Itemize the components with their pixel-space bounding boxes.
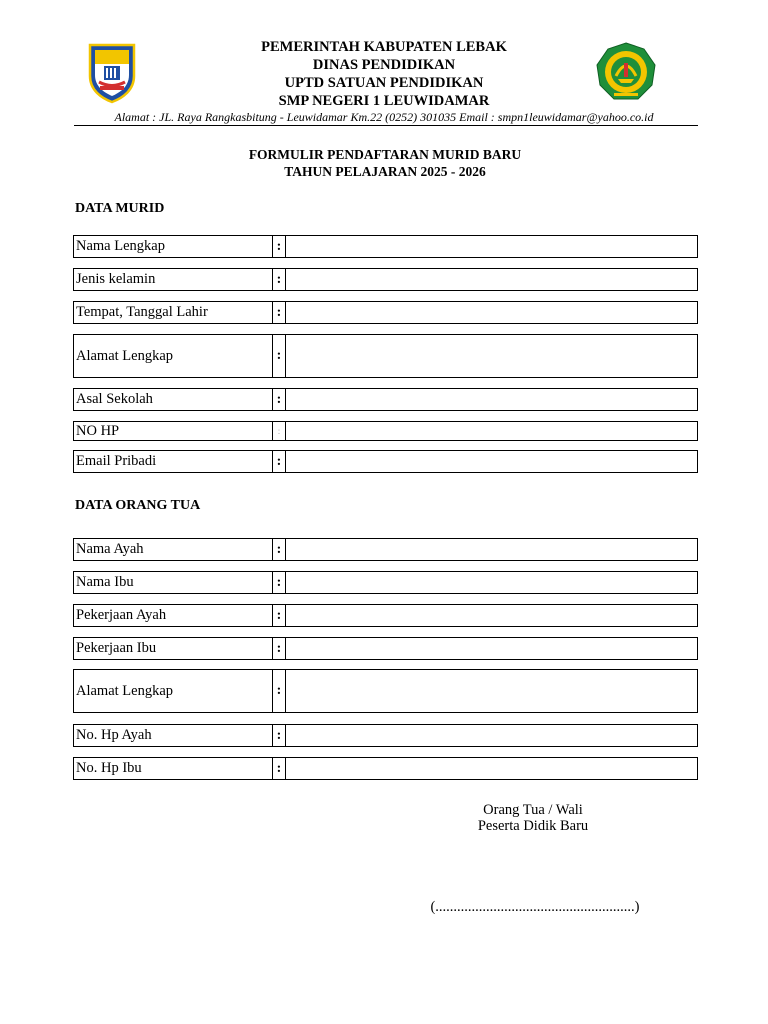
field-colon: :	[273, 605, 286, 626]
field-label: Alamat Lengkap	[74, 335, 273, 377]
field-row-student-address	[73, 334, 698, 378]
field-row-mother-occupation	[73, 637, 698, 660]
header-unit: UPTD SATUAN PENDIDIKAN	[284, 75, 484, 91]
field-value-email[interactable]	[286, 451, 697, 472]
form-title: FORMULIR PENDAFTARAN MURID BARU	[248, 147, 522, 162]
field-label: Pekerjaan Ayah	[74, 605, 273, 626]
field-colon: :	[273, 422, 286, 440]
section-heading-parent: DATA ORANG TUA	[75, 498, 201, 513]
field-colon: :	[273, 269, 286, 290]
field-label: Asal Sekolah	[74, 389, 273, 410]
field-row-parent-address	[73, 669, 698, 713]
field-colon: :	[273, 302, 286, 323]
field-value-student-address[interactable]	[286, 335, 697, 377]
field-label: Jenis kelamin	[74, 269, 273, 290]
field-colon: :	[273, 389, 286, 410]
field-value-father-name[interactable]	[286, 539, 697, 560]
field-row-student-name	[73, 235, 698, 258]
field-value-previous-school[interactable]	[286, 389, 697, 410]
field-value-gender[interactable]	[286, 269, 697, 290]
field-label: No. Hp Ibu	[74, 758, 273, 779]
field-colon: :	[273, 236, 286, 257]
field-row-father-phone	[73, 724, 698, 747]
field-value-mother-occupation[interactable]	[286, 638, 697, 659]
field-row-father-name	[73, 538, 698, 561]
field-colon: :	[273, 758, 286, 779]
signature-role: Orang Tua / Wali	[483, 802, 583, 818]
field-value-father-phone[interactable]	[286, 725, 697, 746]
field-value-mother-name[interactable]	[286, 572, 697, 593]
field-value-birth-place-date[interactable]	[286, 302, 697, 323]
field-label: Alamat Lengkap	[74, 670, 273, 712]
field-label: Pekerjaan Ibu	[74, 638, 273, 659]
section-heading-student: DATA MURID	[75, 201, 165, 216]
field-row-birth-place-date	[73, 301, 698, 324]
field-label: No. Hp Ayah	[74, 725, 273, 746]
field-row-gender	[73, 268, 698, 291]
field-colon: :	[273, 638, 286, 659]
field-colon: :	[273, 451, 286, 472]
field-label: Email Pribadi	[74, 451, 273, 472]
field-row-email	[73, 450, 698, 473]
field-colon: :	[273, 335, 286, 377]
field-label: Nama Ibu	[74, 572, 273, 593]
field-row-phone	[73, 421, 698, 441]
field-value-student-name[interactable]	[286, 236, 697, 257]
signature-subtitle: Peserta Didik Baru	[477, 818, 589, 834]
field-value-father-occupation[interactable]	[286, 605, 697, 626]
field-label: Nama Lengkap	[74, 236, 273, 257]
form-academic-year: TAHUN PELAJARAN 2025 - 2026	[284, 164, 486, 179]
field-colon: :	[273, 670, 286, 712]
header-agency: DINAS PENDIDIKAN	[312, 57, 456, 73]
field-label: Tempat, Tanggal Lahir	[74, 302, 273, 323]
signature-name-line: (.......................................................)	[430, 899, 640, 915]
field-value-mother-phone[interactable]	[286, 758, 697, 779]
header-divider	[74, 125, 698, 126]
field-row-mother-name	[73, 571, 698, 594]
header-school-name: SMP NEGERI 1 LEUWIDAMAR	[278, 93, 490, 109]
field-label: NO HP	[74, 422, 273, 440]
field-row-previous-school	[73, 388, 698, 411]
header-government: PEMERINTAH KABUPATEN LEBAK	[261, 39, 507, 55]
field-label: Nama Ayah	[74, 539, 273, 560]
header-address: Alamat : JL. Raya Rangkasbitung - Leuwidamar Km.22 (0252) 301035 Email : smpn1leuwidamar@yahoo.co.id	[114, 110, 654, 124]
field-value-phone[interactable]	[286, 422, 697, 440]
field-row-father-occupation	[73, 604, 698, 627]
field-value-parent-address[interactable]	[286, 670, 697, 712]
field-colon: :	[273, 539, 286, 560]
field-colon: :	[273, 572, 286, 593]
field-row-mother-phone	[73, 757, 698, 780]
field-colon: :	[273, 725, 286, 746]
